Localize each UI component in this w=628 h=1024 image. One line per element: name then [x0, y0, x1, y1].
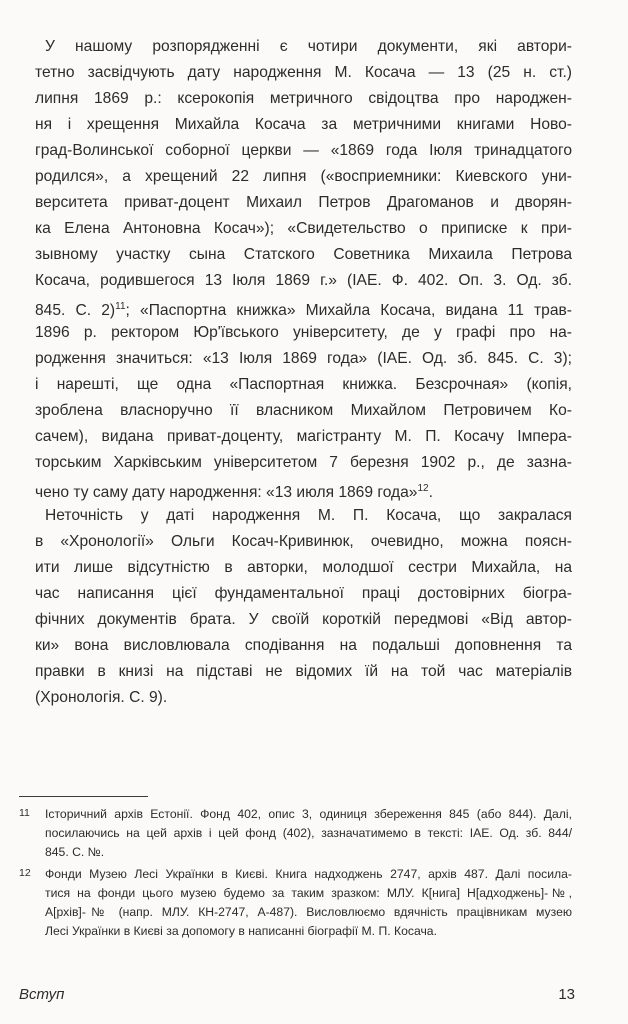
text-fragment: . [428, 484, 433, 501]
footnote-line: посилаючись на цей архів і цей фонд (402), зазначатимемо в тексті: ІАЕ. Од. зб. 844/ [45, 826, 572, 840]
footnote-number: 11 [19, 807, 30, 819]
text-line: верситета приват-доцент Михаил Петров Драгоманов и дворян- [35, 194, 572, 211]
text-line: час написання цієї фундаментальної праці достовірних біогра- [35, 585, 572, 602]
text-line: зывному участку сына Статского Советника Михаила Петрова [35, 246, 572, 263]
text-line: родження значиться: «13 Іюля 1869 года» (ІАЕ. Од. зб. 845. С. 3); [35, 350, 572, 367]
footnote-line: А[рхів]-№ (напр. МЛУ. КН-2747, А-487). Висловлюємо вдячність працівникам музею [45, 905, 572, 919]
text-line: тетно засвідчують дату народження М. Косача — 13 (25 н. ст.) [35, 64, 572, 81]
text-line: сачем), видана приват-доценту, магістранту М. П. Косачу Імпера- [35, 428, 572, 445]
text-line: Неточність у даті народження М. П. Косача, що закралася [45, 507, 572, 524]
text-line: і нарешті, ще одна «Паспортная книжка. Безсрочная» (копія, [35, 376, 572, 393]
footnote-divider [19, 796, 148, 797]
text-line: липня 1869 р.: ксерокопія метричного свідоцтва про народжен- [35, 90, 572, 107]
text-line: правки в книзі на підставі не відомих їй на той час матеріалів [35, 663, 572, 680]
text-line: фічних документів брата. У своїй короткій передмові «Від автор- [35, 611, 572, 628]
footnote-ref-12[interactable]: 12 [417, 483, 429, 494]
text-line: 1896 р. ректором Юр'ївського університету, де у графі про на- [35, 324, 572, 341]
footnote-line: тися на фонди цього музею будемо за таким зразком: МЛУ. К[нига] Н[адходжень]-№, [45, 886, 572, 900]
text-line: зроблена власноручно її власником Михайлом Петровичем Ко- [35, 402, 572, 419]
text-fragment: 845. С. 2) [35, 302, 116, 319]
text-line [35, 297, 572, 321]
running-title: Вступ [19, 986, 65, 1003]
footnote-number: 12 [19, 867, 31, 879]
footnote-line: 845. С. №. [45, 845, 105, 859]
text-line: (Хронологія. С. 9). [35, 689, 168, 706]
footnote-line: Фонди Музею Лесі Українки в Києві. Книга надходжень 2747, архів 487. Далі посила- [45, 867, 572, 881]
text-line: Косача, родившегося 13 Іюля 1869 г.» (ІАЕ. Ф. 402. Оп. 3. Од. зб. [35, 272, 572, 289]
footnote-line: Лесі Українки в Києві за допомогу в написанні біографії М. П. Косача. [45, 924, 437, 938]
page-number: 13 [558, 986, 575, 1003]
text-line: в «Хронології» Ольги Косач-Кривинюк, очевидно, можна поясн- [35, 533, 572, 550]
footnote-line: Історичний архів Естонії. Фонд 402, опис 3, одиниця збереження 845 (або 844). Далі, [45, 807, 572, 821]
text-line: ити лише відсутністю в авторки, молодшої сестри Михайла, на [35, 559, 572, 576]
text-line: родился», а хрещений 22 липня («восприемники: Киевского уни- [35, 168, 572, 185]
text-line: град-Волинської соборної церкви — «1869 года Іюля тринадцатого [35, 142, 572, 159]
text-line: У нашому розпорядженні є чотири документи, які автори- [45, 38, 572, 55]
footnote-ref-11[interactable]: 11 [115, 301, 126, 312]
text-line: ки» вона висловлювала сподівання на подальші доповнення та [35, 637, 572, 654]
text-fragment: ; «Паспортна книжка» Михайла Косача, видана 11 трав- [125, 302, 572, 319]
text-line [35, 479, 572, 503]
text-line: ня і хрещення Михайла Косача за метричними книгами Ново- [35, 116, 572, 133]
text-line: торським Харківським університетом 7 березня 1902 р., де зазна- [35, 454, 572, 471]
text-line: ка Елена Антоновна Косач»); «Свидетельство о приписке к при- [35, 220, 572, 237]
text-fragment: чено ту саму дату народження: «13 июля 1869 года» [35, 484, 418, 501]
